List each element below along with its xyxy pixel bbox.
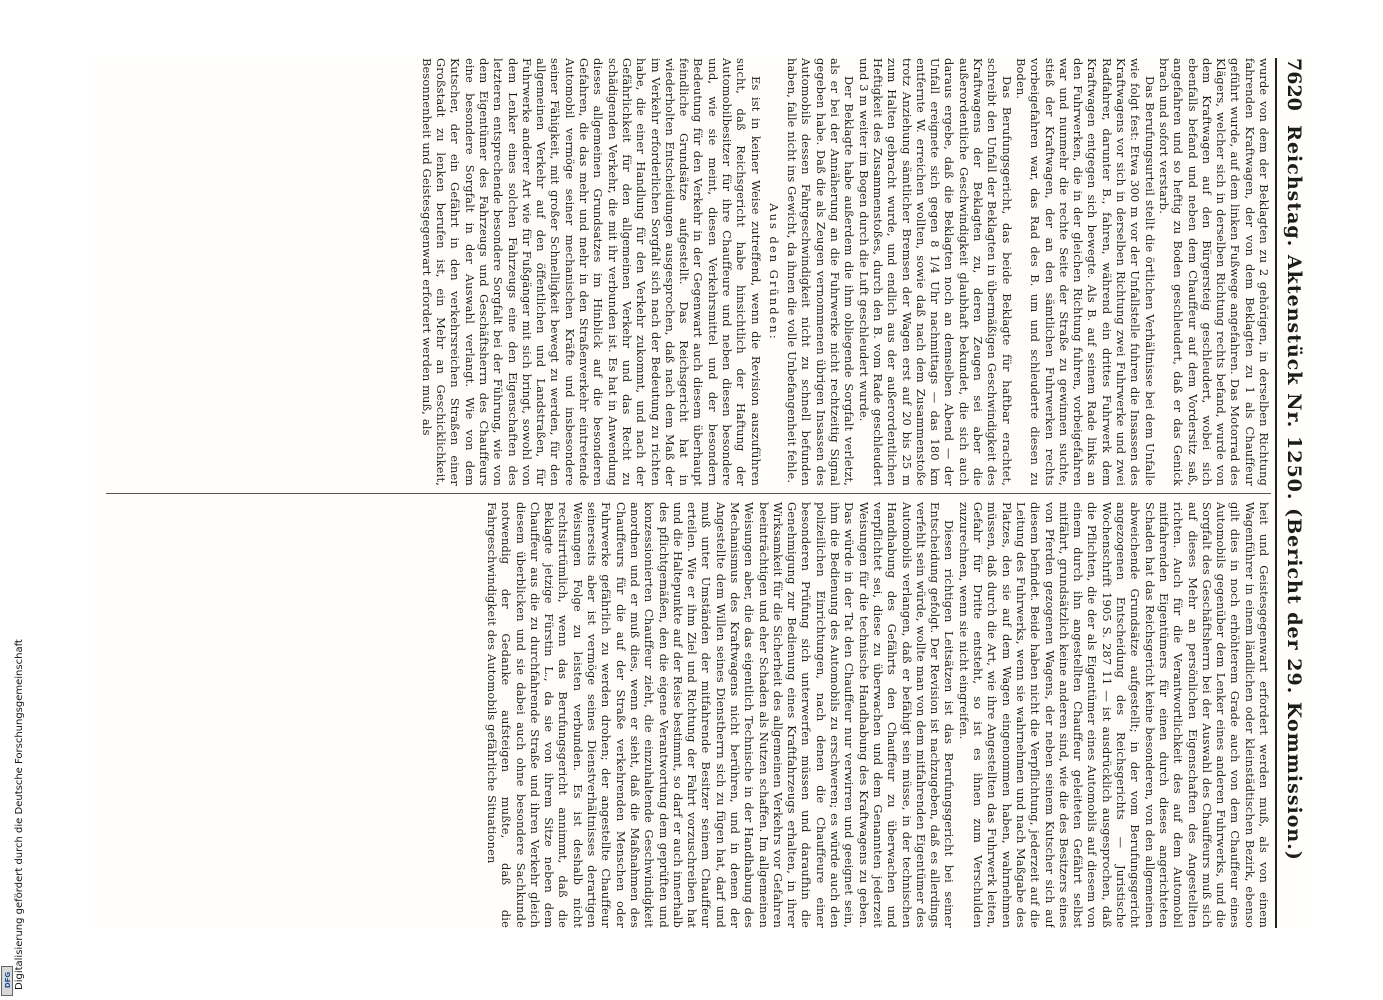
dfg-logo-icon: DFG xyxy=(1,966,13,996)
paragraph: Das Berufungsgericht, das beide Beklagte für haftbar erachtet, schreibt den Unfall der Beklagten in übermäßigen Geschwindigkeit des Kraftwagens der Beklagten zu, deren Zeugen sei aber die außerordentliche Geschwindigkeit glaubhaft bekundet, die sich auch daraus ergebe, daß die Beklagten noch an demselben Abend — der Unfall ereignete sich gegen 8 1/4 Uhr nachmittags — das 180 km entfernte W. erreichen wollten, sowie daß nach dem Zusammenstoße trotz Anziehung sämtlicher Bremsen der Wagen erst auf 20 bis 25 m zum Halten gebracht wurde, und endlich aus der außerordentlichen Heftigkeit des Zusammenstoßes, durch den B. vom Rade geschleudert und 3 m weiter im Bogen durch die Luft geschleudert wurde. xyxy=(856,58,1014,486)
header-rule xyxy=(1275,58,1277,928)
right-column xyxy=(101,502,1271,928)
column-separator xyxy=(106,493,1271,494)
paragraph: Diesen richtigen Leitsätzen ist das Berufungsgericht bei seiner Entscheidung gefolgt. Der Revision ist nachzugeben, daß es allerdings verfehlt sein würde, wollte man von dem mitfahrenden Eigentümer des Automobils verlangen, daß er befähigt sein müsse, in der technischen Handhabung des Gefährts den Chauffeur zu überwachen und verpflichtet sei, diese zu überwachen und dem Genannten jederzeit Weisungen für die technische Handhabung des Kraftwagens zu geben. Das würde in der Tat den Chauffeur nur verwirren und geeignet sein, ihm die Bedienung des Automobils zu erschweren; es würde auch den polizeilichen Einrichtungen, nach denen die Chauffeure einer besonderen Prüfung sich unterwerfen müssen und daraufhin die Genehmigung zur Bedienung eines Kraftfahrzeugs erhalten, in ihrer Wirksamkeit für die Sicherheit des allgemeinen Verkehrs vor Gefahren beeinträchtigen und eher Schaden als Nutzen schaffen. Im allgemeinen Weisungen aber, die das eigentlich Technische in der Handhabung des Mechanismus des Kraftwagens nicht berühren, und in denen der Angestellte dem Willen seines Dienstherrn sich zu fügen hat, darf und muß unter Umständen der mitfahrende Besitzer seinem Chauffeur erteilen. Wie er ihm Ziel und Richtung der Fahrt vorzuschreiben hat und die Haltepunkte auf der Reise bestimmt, so darf er auch innerhalb des pflichtgemäßen, den die eigene Verantwortung dem geprüften und konzessionierten Chauffeur zieht, die einzuhaltende Geschwindigkeit anordnen und er muß dies, wenn er sieht, daß die Maßnahmen des Chauffeurs für die auf der Straße verkehrenden Menschen oder Fuhrwerke gefährlich zu werden drohen; der angestellte Chauffeur seinerseits aber ist vermöge seines Dienstverhältnisses derartigen Weisungen Folge zu leisten verbunden. Es ist deshalb nicht rechtsirrtümlich, wenn das Berufungsgericht annimmt, daß die Beklagte jetzige Fürstin L., da sie von ihrem Sitze neben dem Chauffeur aus die zu durchfahrende Straße und ihren Verkehr gleich diesem überblicken und sie dabei auch ohne besondere Sachkunde notwendig der Gedanke aufsteigen mußte, daß die Fahrgeschwindigkeit des Automobils gefährliche Situationen xyxy=(484,502,957,928)
paragraph: Es ist in keiner Weise zutreffend, wenn die Revision auszuführen sucht, daß Reichsgericht habe hinsichtlich der Haftung der Automobilbesitzer für ihre Chauffeure und neben diesen besondere und, wie sie meint, diesen Verkehrsmittel und der besondern Bedeutung für den Verkehr in der Gegenwart auch diesem überhaupt feindliche Grundsätze aufgestellt. Das Reichsgericht hat in wiederholten Entscheidungen ausgesprochen, daß nach dem Maß der im Verkehr erforderlichen Sorgfalt sich nach der Bedeutung zu richten habe, die einer Handlung für den Verkehr zukommt, und nach der Gefährlichkeit für den allgemeinen Verkehr und das Recht zu schädigenden Verkehr, die mit ihr verbunden ist. Es hat in Anwendung dieses allgemeinen Grundsatzes im Hinblick auf die besonderen Gefahren, die das mehr und mehr in den Straßenverkehr eintretende Automobil vermöge seiner mechanischen Kräfte und insbesondere seiner Fähigkeit, mit großer Schnelligkeit bewegt zu werden, für den allgemeinen Verkehr auf den öffentlichen und Landstraßen, für Fuhrwerke anderer Art wie für Fußgänger mit sich bringt, sowohl von dem Lenker eines solchen Fahrzeugs eine den Eigenschaften des letzteren entsprechende besondere Sorgfalt bei der Führung, wie von dem Eigentümer des Fahrzeugs und Geschäftsherrn des Chauffeurs eine besondere Sorgfalt in der Auswahl verlangt. Wie von dem Kutscher, der ein Gefährt in den verkehrsreichen Straßen einer Großstadt zu lenken berufen ist, ein Mehr an Geschicklichkeit, Besonnenheit und Geistesgegenwart erfordert werden muß, als xyxy=(419,58,763,486)
left-column xyxy=(101,58,1271,486)
funding-note: Digitalisierung gefördert durch die Deutsche Forschungsgemeinschaft xyxy=(14,639,25,990)
rotated-page xyxy=(92,58,1307,928)
paragraph: Das Berufungsurteil stellt die örtlichen Verhältnisse bei dem Unfalle wie folgt fest: Etwa 300 m vor der Unfallstelle fuhren die Insassen des Kraftwagens vor sich in derselben Richtung zwei Fuhrwerke und zwei Radfahrer, darunter B., fahren, während ein drittes Fuhrwerk dem Kraftwagen entgegen sich bewegte. Als B. auf seinem Rade links an den Fuhrwerken, die in der gleichen Richtung fuhren, vorbeigefahren war und nunmehr die rechte Seite der Straße zu gewinnen suchte, stieß der Kraftwagen, der an den sämtlichen Fuhrwerken rechts vorbeigefahren war, das Rad des B. um und schleuderte diesen zu Boden. xyxy=(1013,58,1157,486)
side-strip xyxy=(0,0,14,1000)
paragraph: Der Beklagte habe außerdem die ihm obliegende Sorgfalt verletzt, als er bei der Annäherung an die Fuhrwerke nicht rechtzeitig Signal gegeben habe. Daß die als Zeugen vernommenen übrigen Insassen des Automobils dessen Fahrgeschwindigkeit nicht zu schnell befunden haben, falle nicht ins Gewicht, da ihnen die volle Unbefangenheit fehle. xyxy=(785,58,857,486)
page-header xyxy=(1277,58,1307,928)
section-heading: Aus den Gründen: xyxy=(766,203,781,341)
page-title: Reichstag. Aktenstück Nr. 1250. (Bericht der 29. Kommission.) xyxy=(1283,125,1305,861)
paragraph: heit und Geistesgegenwart erfordert werden muß, als von einem Wagenführer in einem ländlichen oder kleinstädtischen Bezirk, ebenso gilt dies in noch erhöhterem Grade auch von dem Chauffeur eines Automobils gegenüber dem Lenker eines anderen Fuhrwerks, und die Sorgfalt des Geschäftsherrn bei der Auswahl des Chauffeurs muß sich auf dieses Mehr an persönlichen Eigenschaften des Angestellten richten. Auch für die Verantwortlichkeit des auf dem Automobil mitfahrenden Eigentümers für einen durch dieses angerichteten Schaden hat das Reichsgericht keine besonderen, von den allgemeinen abweichende Grundsätze aufgestellt; in der vom Berufungsgericht angezogenen Entscheidung des Reichsgerichts — Juristische Wochenschrift 1905 S. 287 11 — ist ausdrücklich ausgesprochen, daß die Pflichten, die der als Eigentümer eines Automobils auf diesem von einem durch ihn angestellten Chauffeur geleiteten Gefährt selbst mitfährt, grundsätzlich keine anderen sind, wie die des Besitzers eines von Pferden gezogenen Wagens, der neben seinem Kutscher sich auf diesem befindet. Beide haben nicht die Verpflichtung, jederzeit auf die Leitung des Fuhrwerks, wenn sie wahrnehmen und nach Maßgabe des Platzes, den sie auf dem Wagen eingenommen haben, wahrnehmen müssen, daß durch die Art, wie ihre Angestellten das Fuhrwerk leiten, Gefahr für Dritte entsteht, so ist es ihnen zum Verschulden zuzurechnen, wenn sie nicht eingreifen. xyxy=(956,502,1271,928)
paragraph: wurde von dem der Beklagten zu 2 gehörigen, in derselben Richtung fahrenden Kraftwagen, der von dem Beklagten zu 1 als Chauffeur geführt wurde, auf dem linken Fußwege angefahren. Das Motorrad des Klägers, welcher sich in derselben Richtung rechts befand, wurde von dem Kraftwagen auf den Bürgersteig geschleudert, wobei sich ebenfalls befand und neben dem Chauffeur auf dem Vordersitz saß, angefahren und so heftig zu Boden geschleudert, daß er das Genick brach und sofort verstarb. xyxy=(1156,58,1271,486)
page-number: 7620 xyxy=(1283,58,1305,111)
